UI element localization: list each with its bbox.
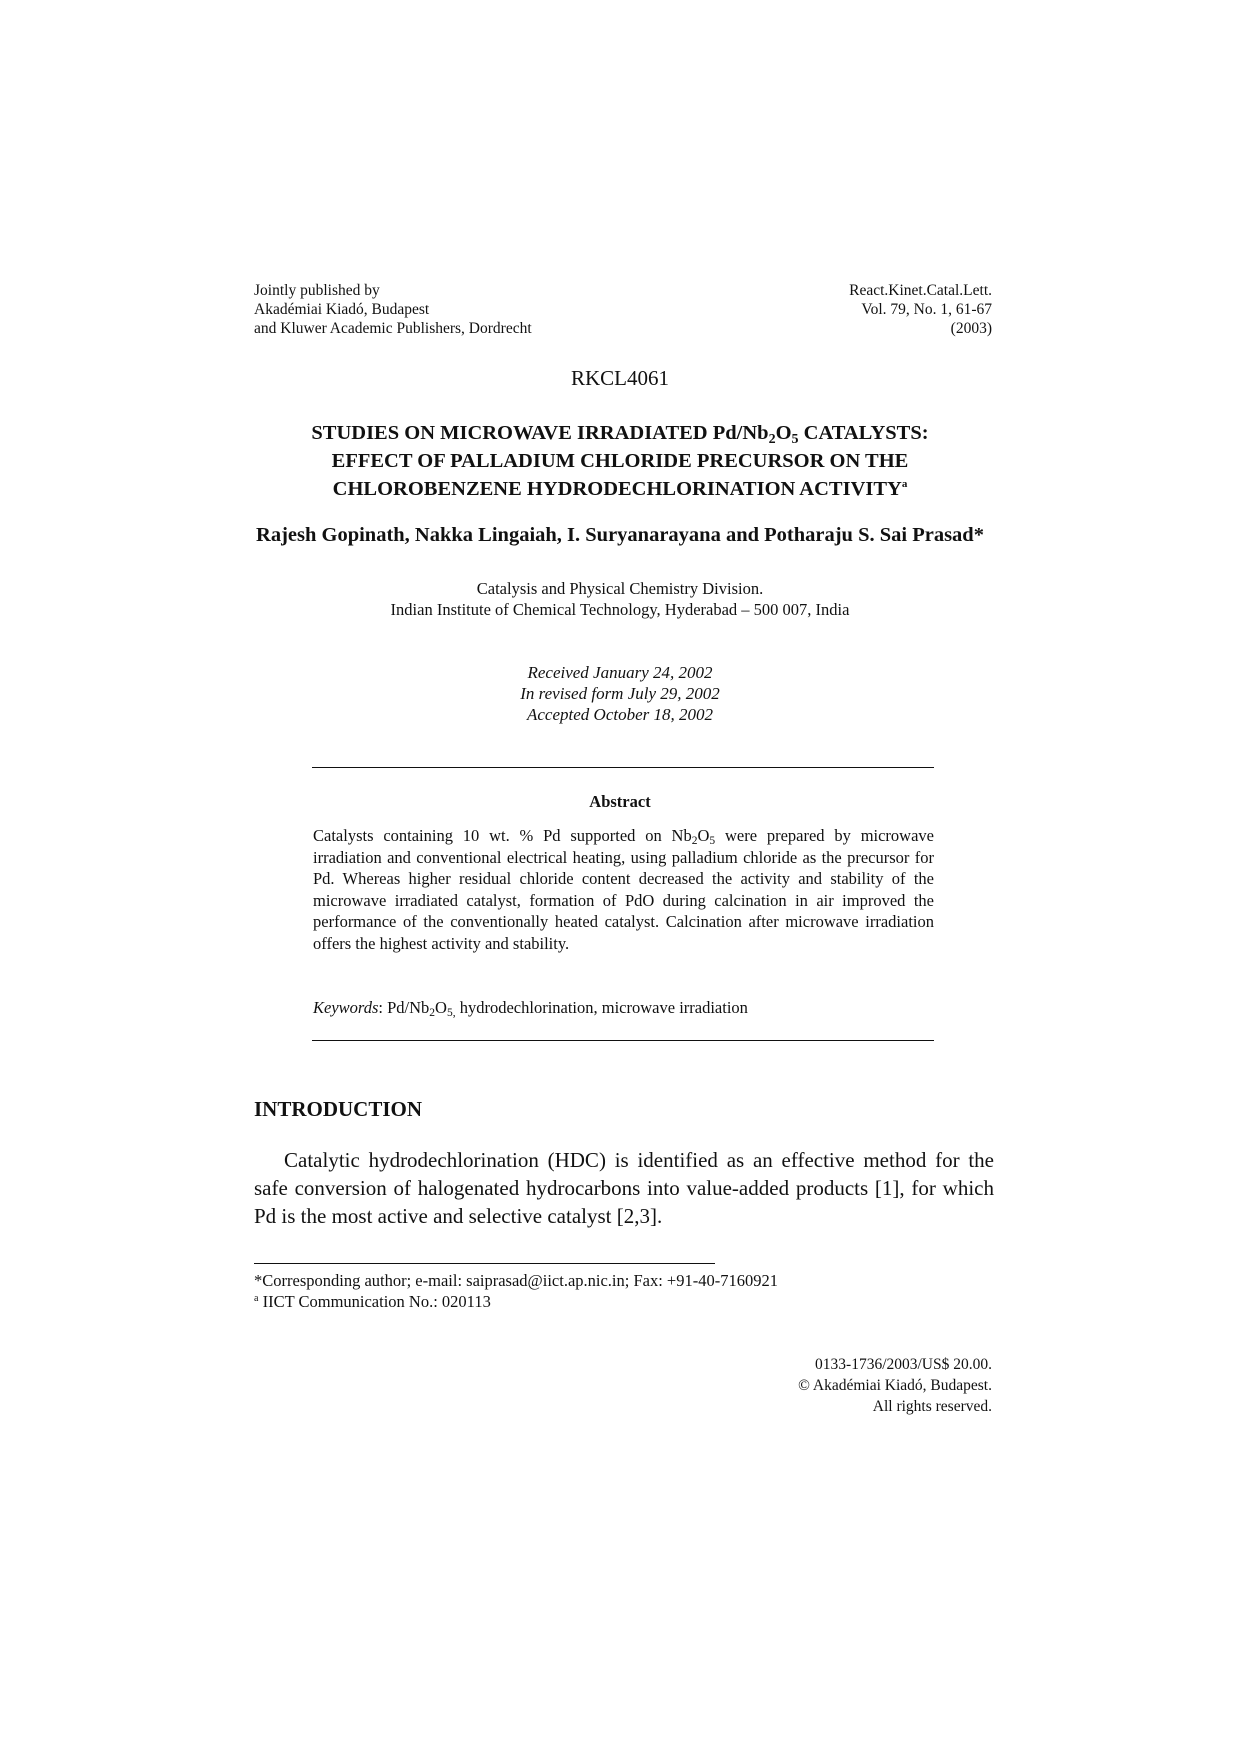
paper-title: [230, 419, 1010, 503]
journal-volume: Vol. 79, No. 1, 61-67: [861, 301, 992, 318]
journal-name: React.Kinet.Catal.Lett.: [849, 282, 992, 299]
title-line-2: EFFECT OF PALLADIUM CHLORIDE PRECURSOR ON THE: [331, 450, 909, 472]
publisher-info: [254, 281, 532, 338]
article-code: RKCL4061: [570, 366, 669, 390]
keyword-text: Pd/Nb: [387, 998, 430, 1017]
section-heading-introduction: INTRODUCTION: [254, 1097, 423, 1121]
date-received: Received January 24, 2002: [527, 663, 713, 682]
footnotes: [254, 1270, 778, 1312]
copyright-notice: [798, 1354, 992, 1417]
journal-year: (2003): [950, 320, 992, 337]
abstract-text-part: O: [697, 826, 710, 845]
footnote-mark: a: [254, 1293, 259, 1304]
copyright-line: © Akadémiai Kiadó, Budapest.: [798, 1377, 992, 1394]
publisher-line: and Kluwer Academic Publishers, Dordrecht: [254, 320, 532, 337]
footnote-text: IICT Communication No.: 020113: [258, 1292, 491, 1311]
title-line-3: [230, 475, 1010, 503]
keyword-text: hydrodechlorination, microwave irradiation: [455, 998, 748, 1017]
title-footnote-mark: a: [901, 478, 908, 490]
date-revised: In revised form July 29, 2002: [520, 684, 720, 703]
affiliation: [0, 578, 1240, 620]
footnote-a: [254, 1291, 778, 1312]
keyword-subscript: 5,: [446, 1007, 456, 1019]
affiliation-institute: Indian Institute of Chemical Technology, Hyderabad – 500 007, India: [390, 600, 850, 619]
journal-info: [849, 281, 992, 338]
abstract-text-part: were prepared by microwave irradiation and conventional electrical heating, using palladium chloride as the precursor for Pd. Whereas higher residual chloride content decreased the activity and stability of the microwave irradiated catalyst, formation of PdO during calcination in air improved the performance of the conventionally heated catalyst. Calcination after microwave irradiation offers the highest activity and stability.: [313, 826, 934, 953]
keywords: [313, 998, 934, 1018]
footnote-divider: [254, 1263, 715, 1264]
title-subscript: 2: [768, 432, 776, 447]
title-line-1: [230, 419, 1010, 447]
authors: Rajesh Gopinath, Nakka Lingaiah, I. Suryanarayana and Potharaju S. Sai Prasad*: [256, 524, 984, 546]
title-text: CATALYSTS:: [798, 422, 929, 444]
abstract-text-part: Catalysts containing 10 wt. % Pd supported on Nb: [313, 826, 692, 845]
abstract-subscript: 5: [709, 835, 716, 847]
publisher-line: Jointly published by: [254, 282, 380, 299]
article-dates: [0, 662, 1240, 725]
keywords-label: Keywords: [313, 998, 379, 1017]
title-subscript: 5: [791, 432, 799, 447]
copyright-line: 0133-1736/2003/US$ 20.00.: [815, 1356, 992, 1373]
keyword-subscript: 2: [429, 1007, 436, 1019]
date-accepted: Accepted October 18, 2002: [527, 705, 713, 724]
title-text: O: [775, 422, 792, 444]
footnote-corresponding-author: *Corresponding author; e-mail: saiprasad@iict.ap.nic.in; Fax: +91-40-7160921: [254, 1271, 778, 1290]
keyword-text: O: [435, 998, 447, 1017]
abstract-heading: Abstract: [589, 792, 651, 811]
abstract-bottom-divider: [312, 1040, 934, 1041]
copyright-line: All rights reserved.: [872, 1398, 992, 1415]
keywords-separator: :: [378, 998, 388, 1017]
affiliation-division: Catalysis and Physical Chemistry Division.: [476, 579, 764, 598]
abstract-top-divider: [312, 767, 934, 768]
introduction-paragraph: Catalytic hydrodechlorination (HDC) is identified as an effective method for the safe conversion of halogenated hydrocarbons into value-added products [1], for which Pd is the most active and selective catalyst [2,3].: [254, 1148, 994, 1228]
title-text: STUDIES ON MICROWAVE IRRADIATED Pd/Nb: [311, 422, 769, 444]
abstract-subscript: 2: [691, 835, 698, 847]
title-text: CHLOROBENZENE HYDRODECHLORINATION ACTIVITY: [332, 478, 902, 500]
abstract-text: [313, 825, 934, 954]
publisher-line: Akadémiai Kiadó, Budapest: [254, 301, 430, 318]
